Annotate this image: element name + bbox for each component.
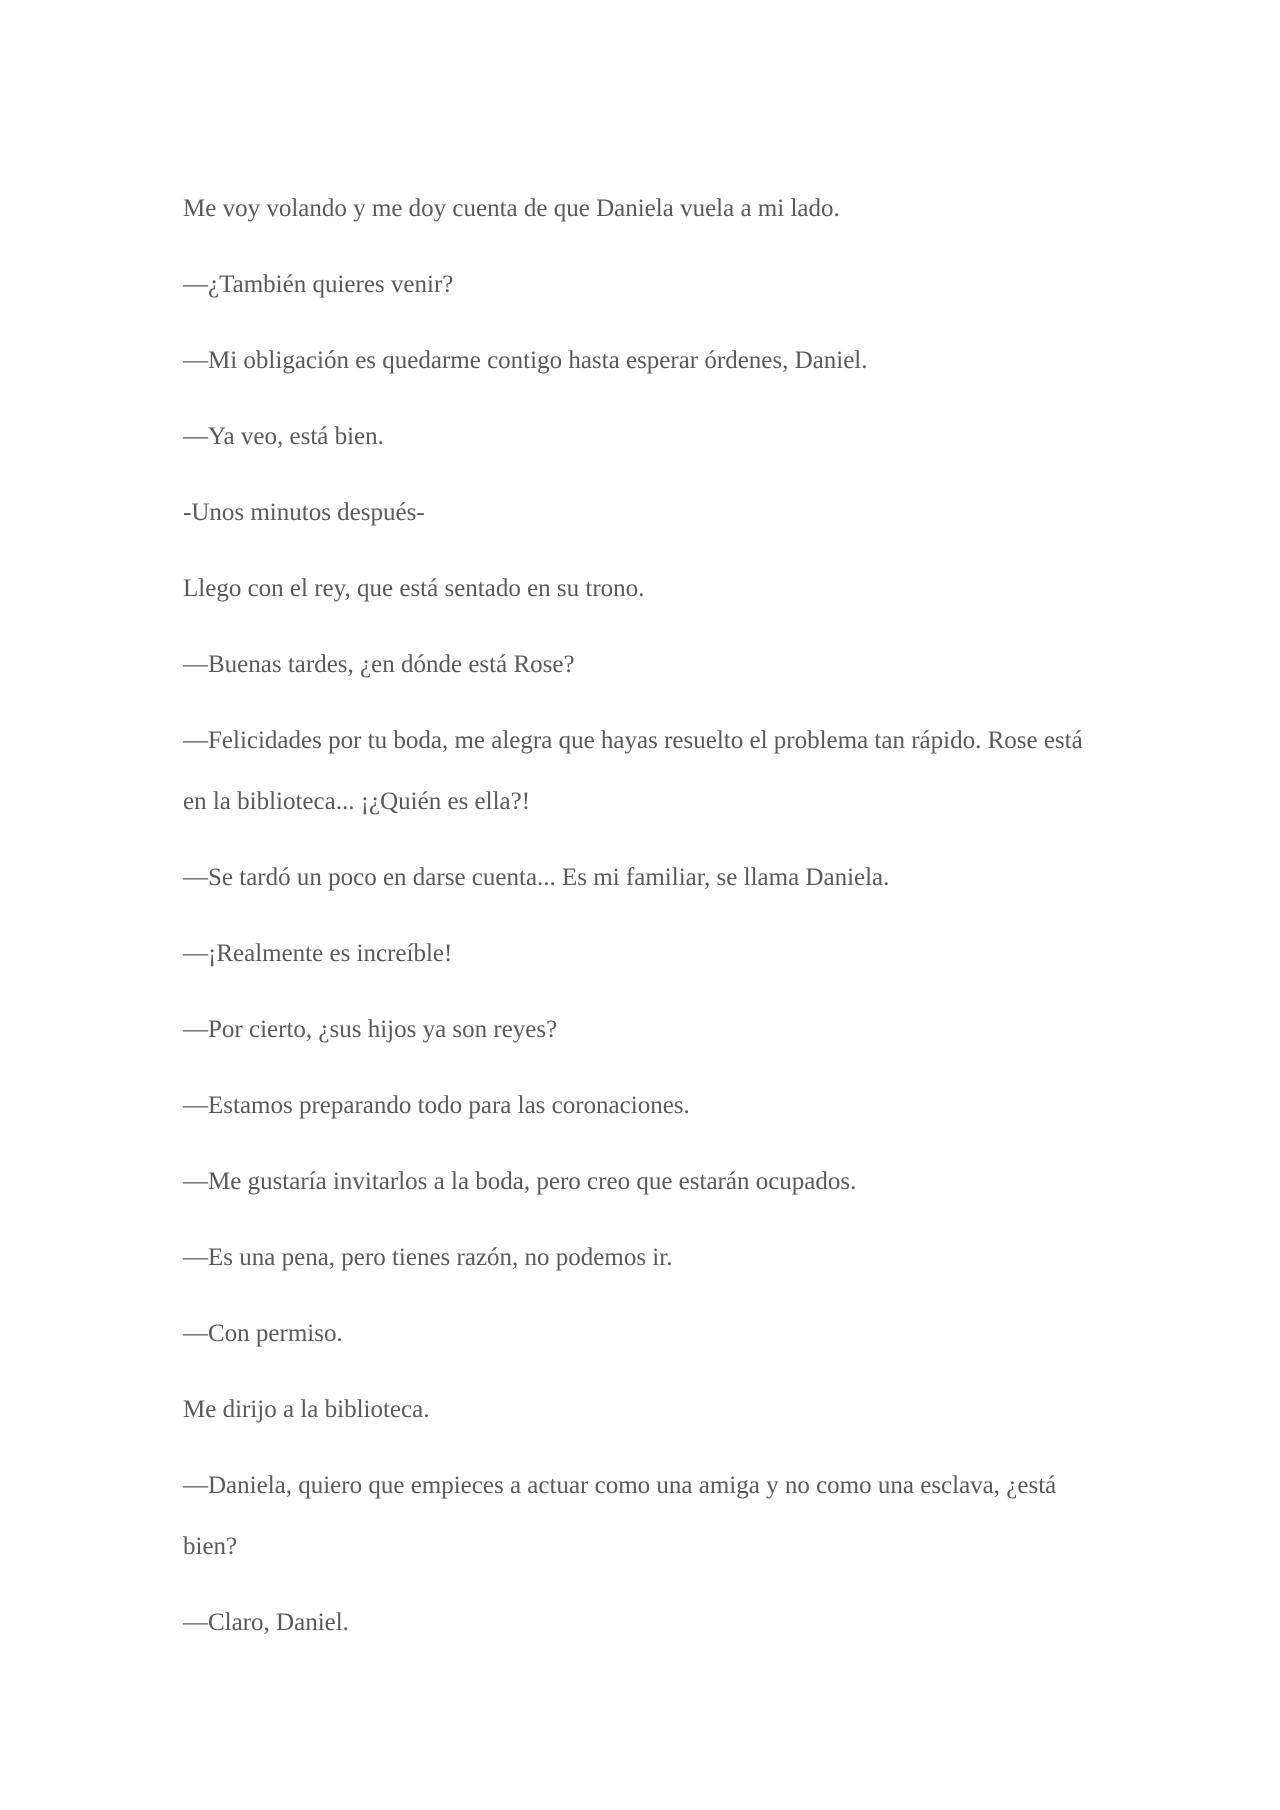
paragraph-3: —Mi obligación es quedarme contigo hasta esperar órdenes, Daniel.	[183, 347, 868, 374]
paragraph-12: —Estamos preparando todo para las coronaciones.	[183, 1092, 690, 1119]
paragraph-9: —Se tardó un poco en darse cuenta... Es mi familiar, se llama Daniela.	[183, 864, 890, 891]
paragraph-11: —Por cierto, ¿sus hijos ya son reyes?	[183, 1016, 558, 1043]
paragraph-6: Llego con el rey, que está sentado en su trono.	[183, 575, 645, 602]
paragraph-7: —Buenas tardes, ¿en dónde está Rose?	[183, 651, 575, 678]
paragraph-17: —Daniela, quiero que empieces a actuar como una amiga y no como una esclava, ¿está bien?	[183, 1472, 1057, 1560]
paragraph-2: —¿También quieres venir?	[183, 271, 454, 298]
document-body	[183, 178, 1103, 1668]
paragraph-14: —Es una pena, pero tienes razón, no podemos ir.	[183, 1244, 673, 1271]
paragraph-8: —Felicidades por tu boda, me alegra que hayas resuelto el problema tan rápido. Rose está en la biblioteca... ¡¿Quién es ella?!	[183, 727, 1083, 815]
paragraph-1: Me voy volando y me doy cuenta de que Daniela vuela a mi lado.	[183, 195, 840, 222]
paragraph-4: —Ya veo, está bien.	[183, 423, 384, 450]
paragraph-10: —¡Realmente es increíble!	[183, 940, 453, 967]
paragraph-13: —Me gustaría invitarlos a la boda, pero creo que estarán ocupados.	[183, 1168, 857, 1195]
paragraph-5: -Unos minutos después-	[183, 499, 425, 526]
paragraph-16: Me dirijo a la biblioteca.	[183, 1396, 430, 1423]
paragraph-15: —Con permiso.	[183, 1320, 343, 1347]
paragraph-18: —Claro, Daniel.	[183, 1609, 349, 1636]
